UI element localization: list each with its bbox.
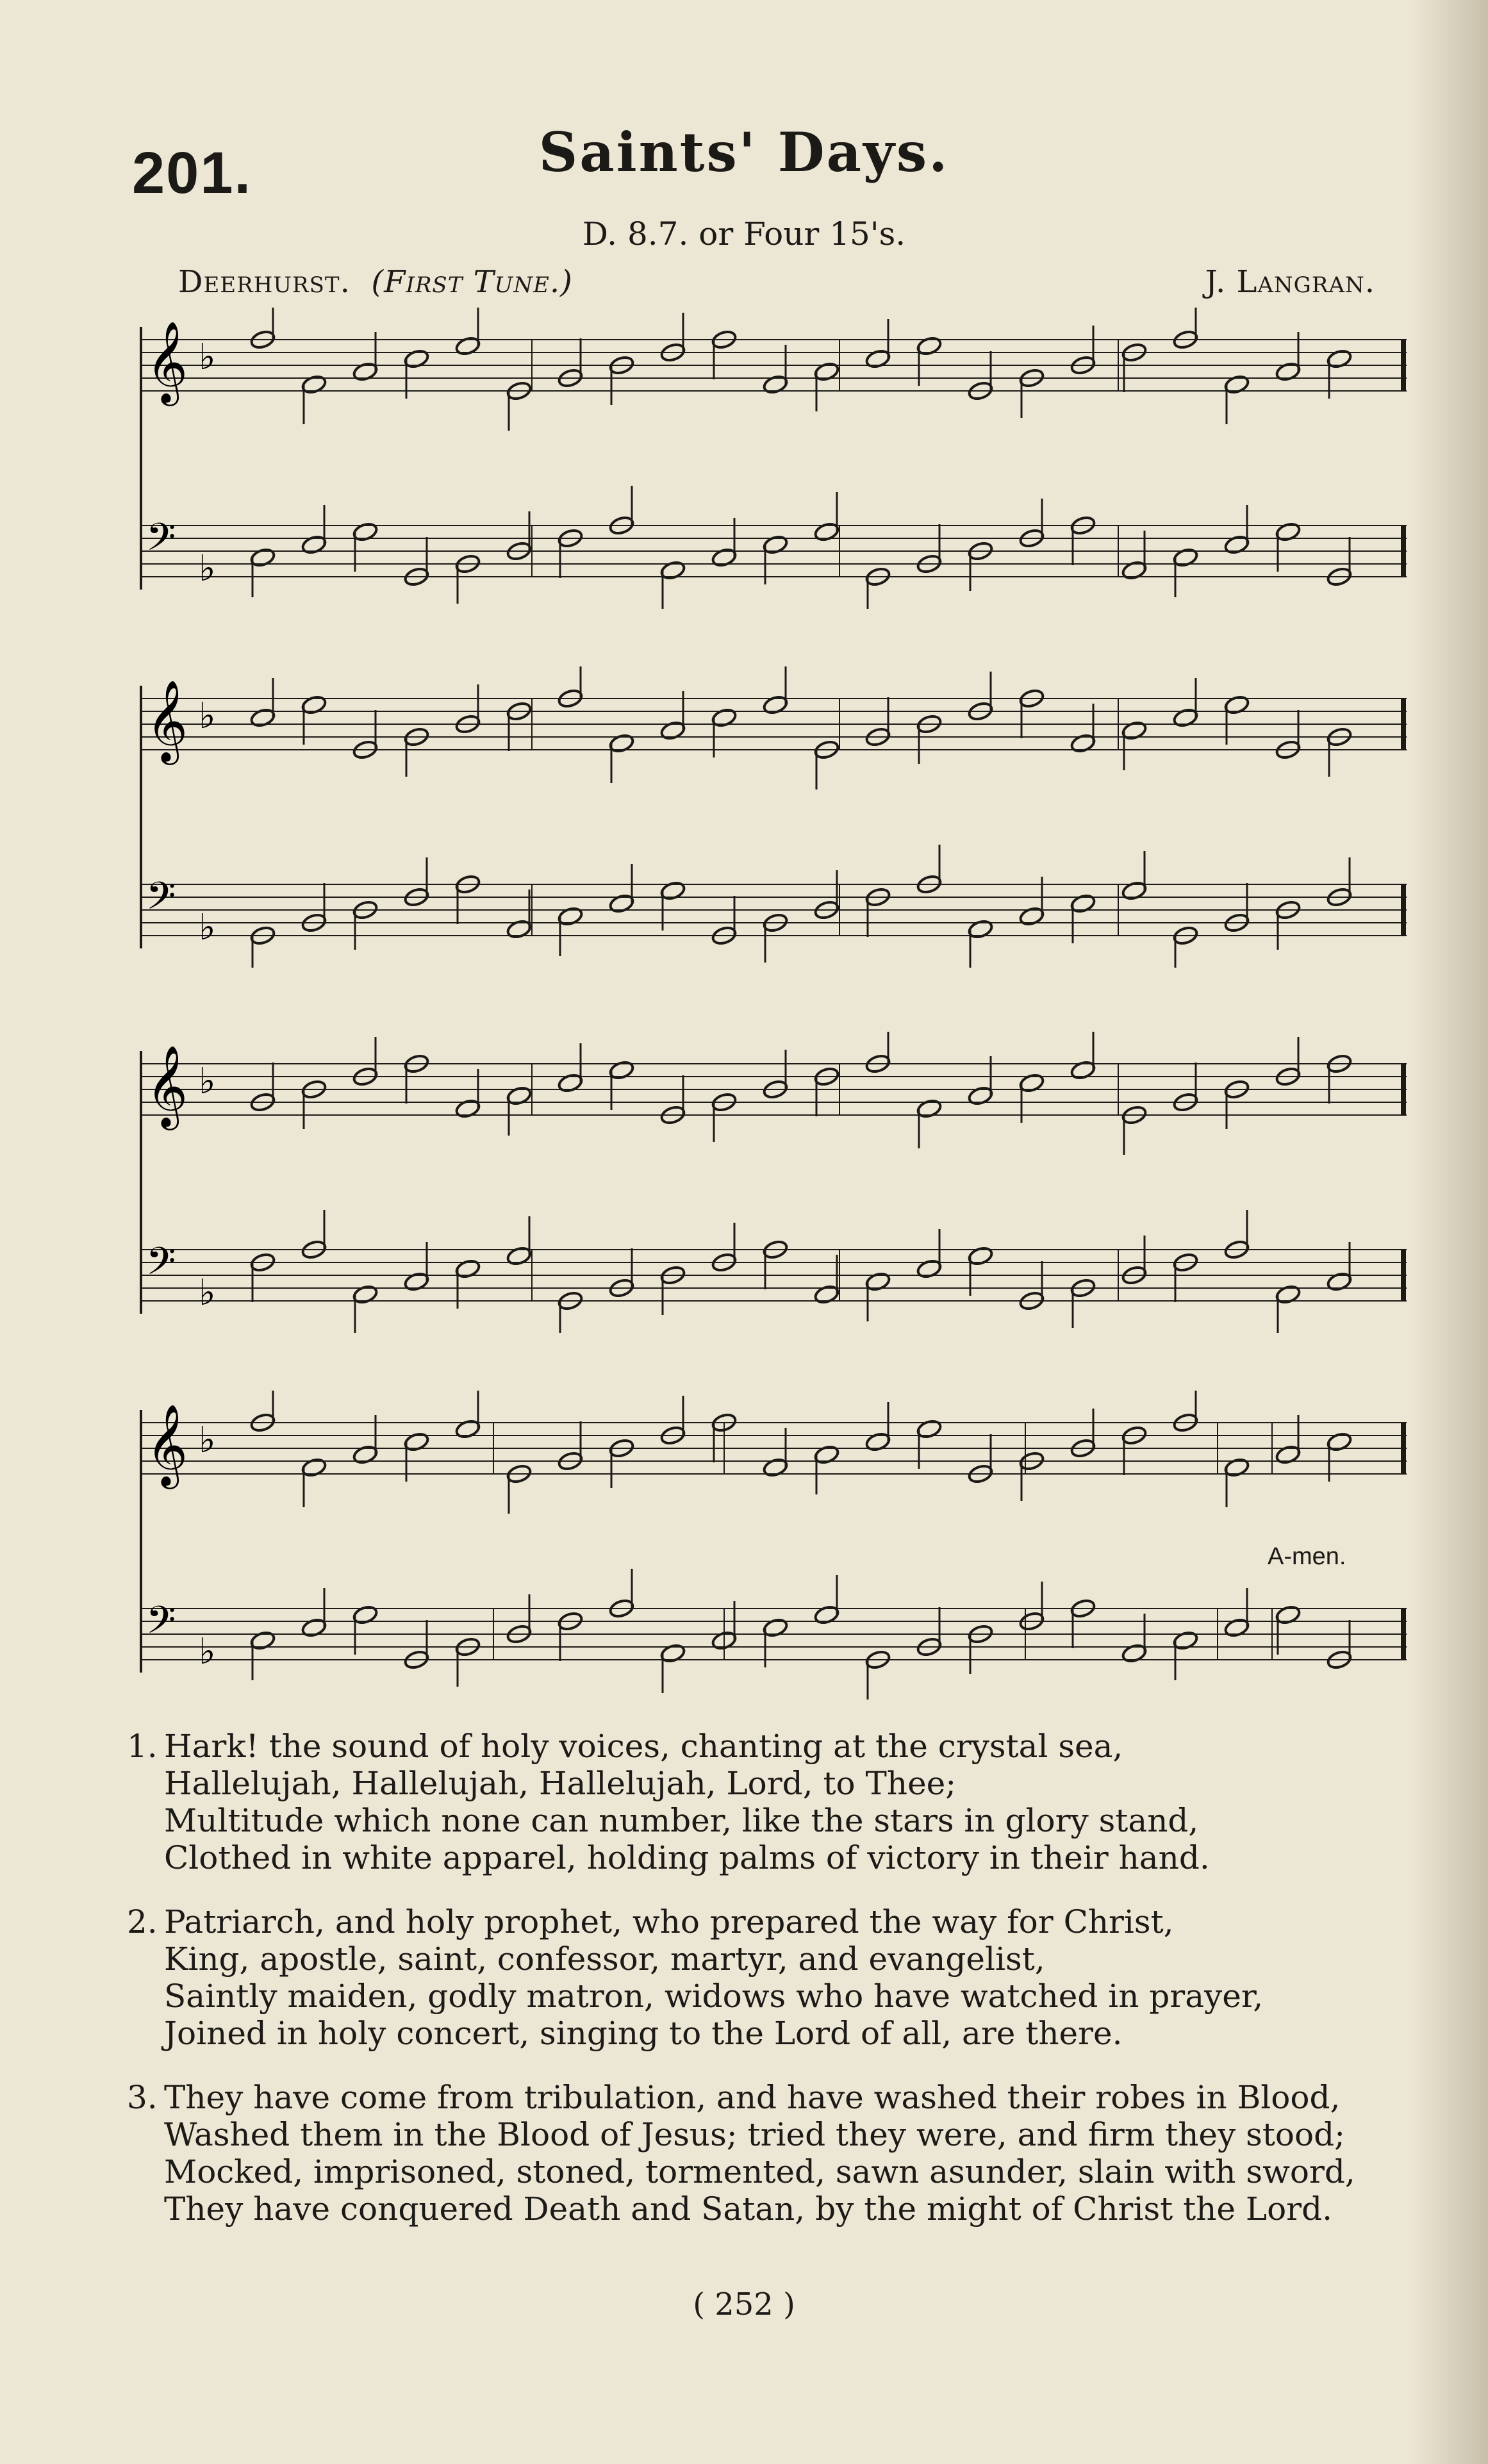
note-head [403,1271,429,1293]
score-system-2 [128,666,1410,968]
note-head [864,349,891,370]
verse-line [127,1728,1421,1765]
note-head [813,1444,839,1466]
note-head [1172,707,1198,729]
note-head [659,881,686,902]
note-head [1275,1284,1301,1305]
note-head [1070,1060,1096,1081]
flat-icon: ♭ [199,1419,216,1461]
note-head [1275,361,1301,383]
note-head [1275,1605,1301,1626]
verse-line: King, apostle, saint, confessor, martyr, and evangelist, [164,1940,1045,1978]
note-head [1070,893,1096,914]
flat-icon: ♭ [199,1631,216,1673]
verse-line: Joined in holy concert, singing to the Lord of all, are there. [164,2015,1123,2052]
note-head [301,1457,327,1478]
note-head [1018,1073,1045,1094]
note-head [1223,1617,1250,1639]
note-head [864,1271,891,1293]
treble-clef-icon: 𝄞 [146,1045,188,1127]
note-head [762,1617,788,1639]
note-head [352,522,378,543]
note-head [506,1086,532,1107]
verse-text: Hark! the sound of holy voices, chanting at the crystal sea, [164,1728,1123,1765]
note-head [916,1098,942,1120]
bass-clef-icon: 𝄢 [146,873,176,927]
bass-clef-icon: 𝄢 [146,515,176,568]
note-head [1223,534,1250,556]
music-system-2 [128,666,1410,968]
note-head [557,906,583,927]
note-head [1223,1457,1250,1478]
verse-3 [127,2079,1421,2228]
note-head [1121,1643,1147,1664]
note-head [1223,695,1250,716]
note-head [967,919,993,940]
note-head [1326,349,1352,370]
flat-icon: ♭ [199,548,216,590]
verse-line: Clothed in white apparel, holding palms of victory in their hand. [164,1839,1210,1876]
note-head [506,1246,532,1267]
note-head [1275,522,1301,543]
note-head [1121,720,1147,741]
score-system-4 [128,1391,1410,1711]
verse-text: They have come from tribulation, and have washed their robes in Blood, [164,2079,1341,2116]
note-head [762,695,788,716]
note-head [352,1444,378,1466]
treble-clef-icon: 𝄞 [146,1403,188,1485]
verse-2 [127,1903,1421,2052]
note-head [762,534,788,556]
note-head [608,733,634,754]
note-head [711,707,737,729]
note-head [1326,1432,1352,1453]
note-head [301,534,327,556]
note-head [659,720,686,741]
verse-text: Patriarch, and holy prophet, who prepared the way for Christ, [164,1903,1174,1940]
verse-line: Multitude which none can number, like the stars in glory stand, [164,1802,1199,1839]
verse-line: Hallelujah, Hallelujah, Hallelujah, Lord, to Thee; [164,1765,957,1802]
music-system-3 [128,1032,1410,1333]
note-head [813,1284,839,1305]
verse-line [127,2079,1421,2116]
flat-icon: ♭ [199,695,216,737]
note-head [608,893,634,914]
note-head [352,361,378,383]
note-head [454,1259,481,1280]
note-head [1172,547,1198,568]
note-head [1018,906,1045,927]
note-head [813,522,839,543]
note-head [916,1419,942,1440]
verse-line: Washed them in the Blood of Jesus; tried they were, and firm they stood; [164,2116,1345,2153]
note-head [1223,374,1250,395]
hymn-number: 201. [132,140,252,206]
note-head [1121,881,1147,902]
note-head [249,1630,276,1651]
note-head [506,919,532,940]
verses [127,1728,1421,2254]
verse-line: Saintly maiden, godly matron, widows who have watched in prayer, [164,1978,1264,2015]
note-head [301,374,327,395]
page-edge-shadow [1411,0,1488,2464]
note-head [301,1617,327,1639]
note-head [813,361,839,383]
note-head [967,1246,993,1267]
section-title: Saints' Days. [538,120,950,184]
note-head [762,1457,788,1478]
note-head [711,547,737,568]
note-head [916,1259,942,1280]
verse-number: 1. [127,1728,158,1765]
verse-1 [127,1728,1421,1876]
verse-line [127,1903,1421,1940]
note-head [301,695,327,716]
tune-note: (First Tune.) [371,264,573,300]
note-head [1121,560,1147,581]
note-head [967,1086,993,1107]
verse-number: 3. [127,2079,158,2116]
flat-icon: ♭ [199,1272,216,1314]
note-head [608,1060,634,1081]
music-system-1 [128,308,1410,609]
flat-icon: ♭ [199,1061,216,1102]
note-head [249,547,276,568]
note-head [454,1419,481,1440]
flat-icon: ♭ [199,336,216,378]
page-number: ( 252 ) [693,2286,795,2322]
note-head [403,349,429,370]
note-head [403,1432,429,1453]
note-head [659,560,686,581]
verse-line: Mocked, imprisoned, stoned, tormented, sawn asunder, slain with sword, [164,2153,1355,2190]
verse-number: 2. [127,1903,158,1940]
bass-clef-icon: 𝄢 [146,1598,176,1651]
composer: J. Langran. [1205,264,1375,300]
note-head [454,1098,481,1120]
note-head [1070,733,1096,754]
tune-name [178,264,573,300]
verse-line: They have conquered Death and Satan, by the might of Christ the Lord. [164,2190,1332,2228]
flat-icon: ♭ [199,907,216,948]
note-head [813,1605,839,1626]
score-system-1 [128,308,1410,609]
note-head [352,1605,378,1626]
note-head [659,1643,686,1664]
note-head [916,336,942,357]
note-head [454,336,481,357]
treble-clef-icon: 𝄞 [146,320,188,402]
note-head [557,1073,583,1094]
treble-clef-icon: 𝄞 [146,679,188,761]
note-head [249,707,276,729]
note-head [1326,1271,1352,1293]
note-head [864,1432,891,1453]
amen-label: A-men. [1268,1543,1346,1570]
tune-name-text: Deerhurst. [178,264,351,300]
meter: D. 8.7. or Four 15's. [582,215,906,252]
note-head [352,1284,378,1305]
note-head [762,374,788,395]
note-head [1275,1444,1301,1466]
note-head [1172,1630,1198,1651]
bass-clef-icon: 𝄢 [146,1239,176,1293]
music-system-4 [128,1391,1410,1711]
score-system-3 [128,1032,1410,1333]
